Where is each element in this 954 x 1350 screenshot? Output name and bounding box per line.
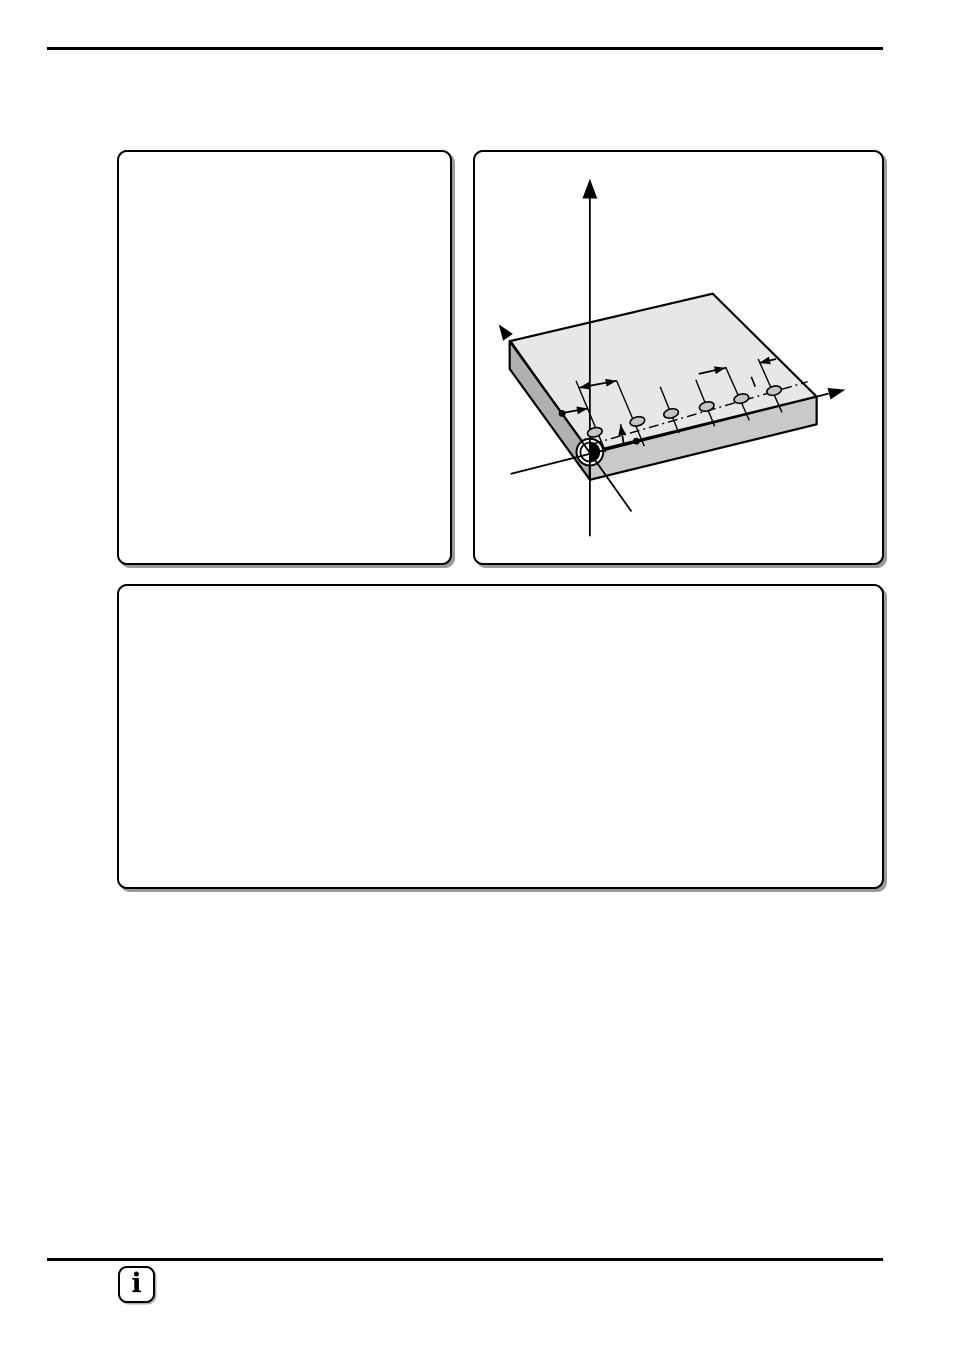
y-axis-arrowhead (499, 324, 513, 340)
edge-x-datum-dot (559, 410, 566, 417)
top-rule (47, 47, 883, 50)
illustration-panel (473, 150, 884, 565)
content-panel-empty (117, 584, 884, 889)
edge-y-datum-dot (633, 438, 640, 445)
x-axis-arrowhead (828, 388, 846, 400)
z-axis-arrowhead (582, 179, 597, 199)
workpiece-isometric-figure (475, 152, 882, 563)
info-icon-glyph: i (131, 1268, 142, 1299)
bottom-rule (47, 1258, 883, 1261)
info-icon (118, 1266, 155, 1303)
text-panel-empty (117, 150, 452, 565)
